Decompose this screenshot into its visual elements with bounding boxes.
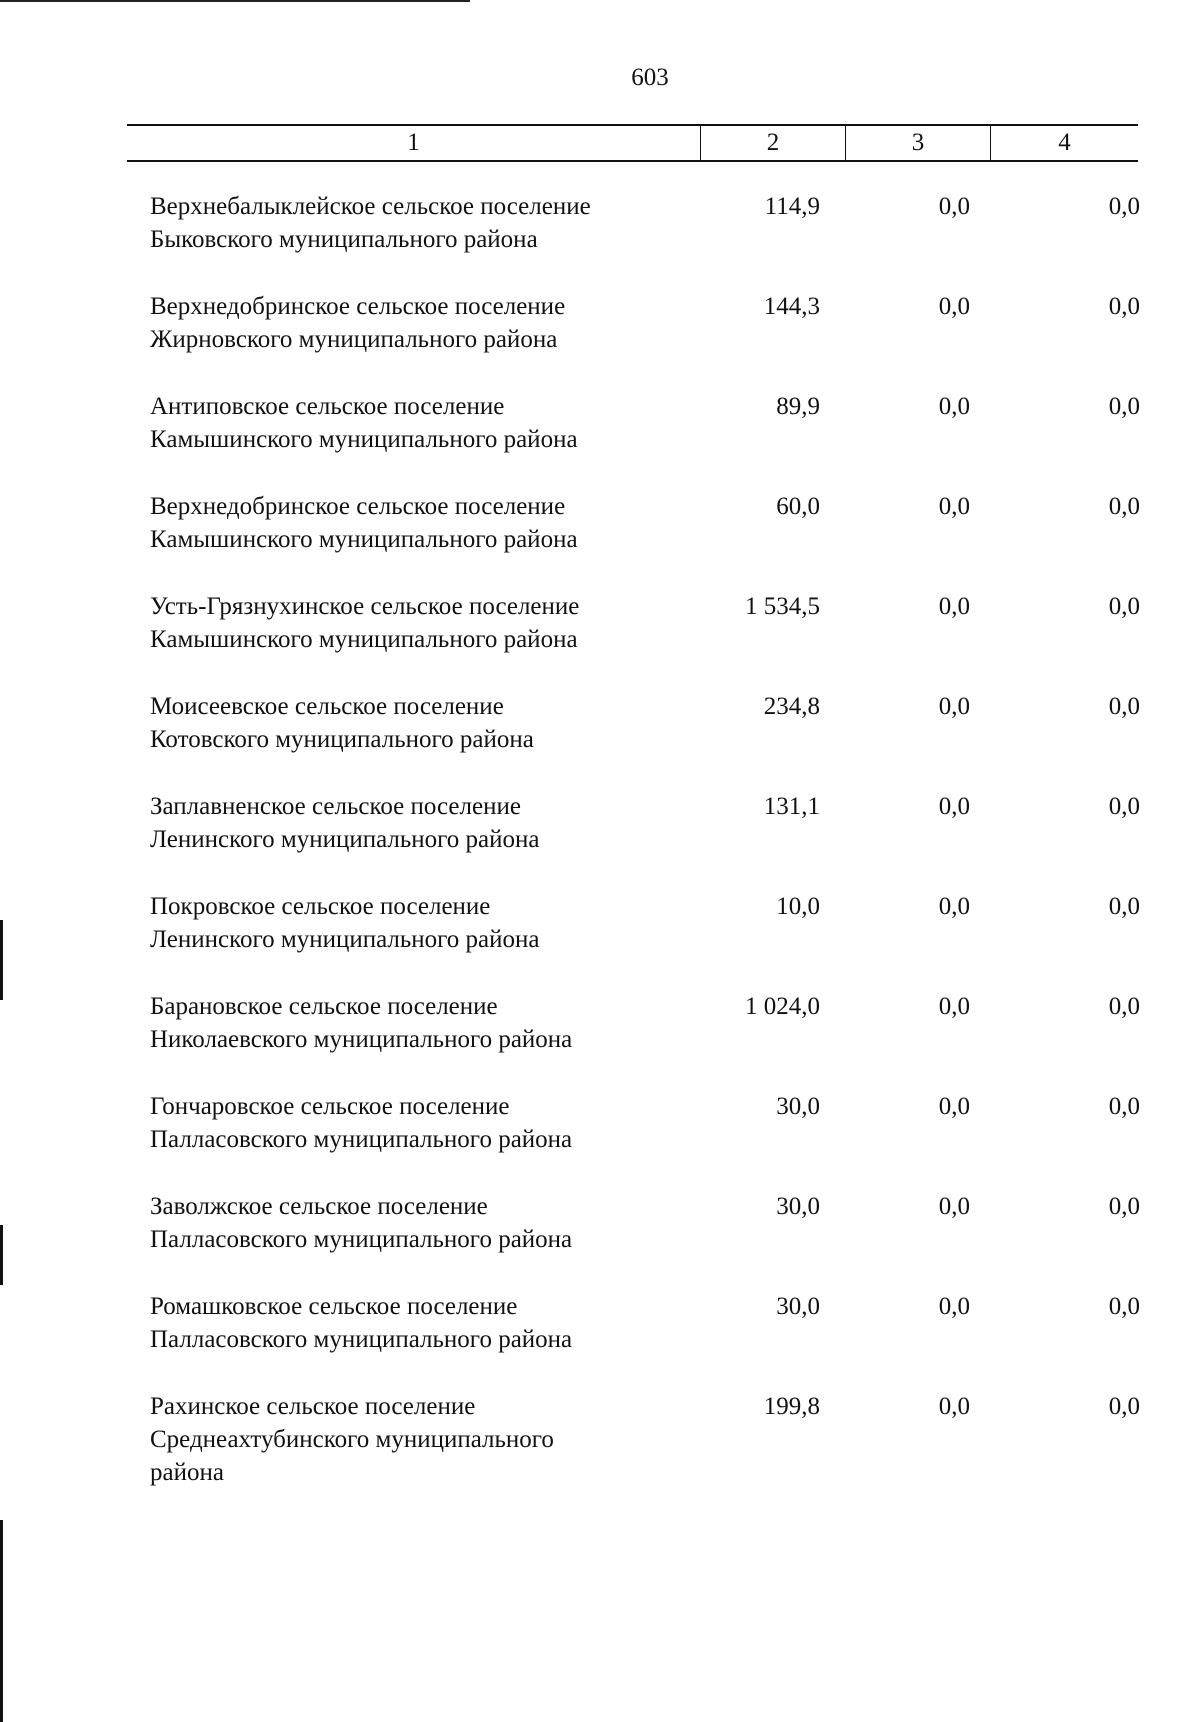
- value-col3: 0,0: [938, 293, 970, 320]
- page-number: 603: [631, 64, 669, 91]
- value-col3: 0,0: [938, 593, 970, 620]
- table-row: [0, 490, 1200, 590]
- value-col2: 10,0: [776, 893, 820, 920]
- value-col2: 114,9: [764, 193, 820, 220]
- table-row: [0, 1290, 1200, 1390]
- table-row: [0, 890, 1200, 990]
- settlement-name: [150, 290, 670, 356]
- settlement-name: [150, 390, 670, 456]
- table-row: [0, 690, 1200, 790]
- value-col3: 0,0: [938, 693, 970, 720]
- table-row: [0, 290, 1200, 390]
- settlement-name-line: Камышинского муниципального района: [150, 526, 578, 553]
- settlement-name-line: Среднеахтубинского муниципального: [150, 1426, 554, 1453]
- header-col-1: 1: [407, 129, 420, 156]
- settlement-name-line: Камышинского муниципального района: [150, 426, 578, 453]
- value-col3: 0,0: [938, 1093, 970, 1120]
- settlement-name-line: Моисеевское сельское поселение: [150, 693, 504, 720]
- settlement-name: [150, 1090, 670, 1156]
- value-col4: 0,0: [1108, 1093, 1140, 1120]
- settlement-name-line: Ленинского муниципального района: [150, 826, 540, 853]
- value-col4: 0,0: [1108, 1193, 1140, 1220]
- settlement-name-line: Рахинское сельское поселение: [150, 1393, 476, 1420]
- value-col3: 0,0: [938, 393, 970, 420]
- table-row: [0, 1090, 1200, 1190]
- table-row: [0, 390, 1200, 490]
- value-col4: 0,0: [1108, 693, 1140, 720]
- header-col-2: 2: [700, 126, 845, 160]
- settlement-name: [150, 790, 670, 856]
- table-row: [0, 790, 1200, 890]
- value-col4: 0,0: [1108, 1393, 1140, 1420]
- header-col-3: 3: [845, 126, 990, 160]
- value-col2: 199,8: [763, 1393, 820, 1420]
- value-col4: 0,0: [1108, 193, 1140, 220]
- settlement-name: [150, 1390, 670, 1489]
- table-row: [0, 1190, 1200, 1290]
- settlement-name-line: района: [150, 1459, 224, 1486]
- value-col2: 234,8: [763, 693, 820, 720]
- value-col2: 60,0: [776, 493, 820, 520]
- value-col2: 30,0: [776, 1093, 820, 1120]
- value-col2: 1 024,0: [745, 993, 820, 1020]
- table-row: [0, 590, 1200, 690]
- settlement-name: [150, 890, 670, 956]
- value-col2: 144,3: [763, 293, 820, 320]
- value-col4: 0,0: [1108, 593, 1140, 620]
- table-row: [0, 990, 1200, 1090]
- settlement-name-line: Жирновского муниципального района: [150, 326, 558, 353]
- value-col4: 0,0: [1108, 393, 1140, 420]
- value-col4: 0,0: [1108, 893, 1140, 920]
- settlement-name: [150, 1290, 670, 1356]
- settlement-name-line: Котовского муниципального района: [150, 726, 534, 753]
- settlement-name-line: Барановское сельское поселение: [150, 993, 498, 1020]
- value-col3: 0,0: [938, 993, 970, 1020]
- value-col4: 0,0: [1108, 793, 1140, 820]
- settlement-name-line: Гончаровское сельское поселение: [150, 1093, 510, 1120]
- table-body: [0, 190, 1200, 1530]
- settlement-name: [150, 1190, 670, 1256]
- settlement-name-line: Заволжское сельское поселение: [150, 1193, 488, 1220]
- value-col2: 131,1: [763, 793, 820, 820]
- value-col3: 0,0: [938, 1193, 970, 1220]
- settlement-name-line: Усть-Грязнухинское сельское поселение: [150, 593, 580, 620]
- value-col4: 0,0: [1108, 493, 1140, 520]
- settlement-name-line: Камышинского муниципального района: [150, 626, 578, 653]
- value-col2: 30,0: [776, 1293, 820, 1320]
- settlement-name: [150, 690, 670, 756]
- value-col4: 0,0: [1108, 1293, 1140, 1320]
- value-col3: 0,0: [938, 893, 970, 920]
- value-col2: 89,9: [776, 393, 820, 420]
- table-row: [0, 1390, 1200, 1530]
- settlement-name-line: Николаевского муниципального района: [150, 1026, 573, 1053]
- settlement-name-line: Палласовского муниципального района: [150, 1326, 573, 1353]
- value-col3: 0,0: [938, 1393, 970, 1420]
- header-col-4: 4: [990, 126, 1138, 160]
- settlement-name-line: Верхнедобринское сельское поселение: [150, 493, 566, 520]
- value-col2: 30,0: [776, 1193, 820, 1220]
- value-col3: 0,0: [938, 193, 970, 220]
- settlement-name: [150, 990, 670, 1056]
- value-col4: 0,0: [1108, 993, 1140, 1020]
- table-row: [0, 190, 1200, 290]
- settlement-name-line: Быковского муниципального района: [150, 226, 538, 253]
- settlement-name-line: Палласовского муниципального района: [150, 1126, 573, 1153]
- value-col3: 0,0: [938, 1293, 970, 1320]
- settlement-name-line: Ромашковское сельское поселение: [150, 1293, 518, 1320]
- settlement-name-line: Антиповское сельское поселение: [150, 393, 505, 420]
- value-col3: 0,0: [938, 793, 970, 820]
- settlement-name-line: Заплавненское сельское поселение: [150, 793, 521, 820]
- settlement-name-line: Верхнебалыклейское сельское поселение: [150, 193, 591, 220]
- value-col2: 1 534,5: [745, 593, 820, 620]
- value-col3: 0,0: [938, 493, 970, 520]
- settlement-name: [150, 490, 670, 556]
- settlement-name-line: Ленинского муниципального района: [150, 926, 540, 953]
- settlement-name-line: Палласовского муниципального района: [150, 1226, 573, 1253]
- settlement-name-line: Покровское сельское поселение: [150, 893, 491, 920]
- settlement-name: [150, 190, 670, 256]
- settlement-name: [150, 590, 670, 656]
- scan-edge-mark: [0, 1520, 3, 1722]
- value-col4: 0,0: [1108, 293, 1140, 320]
- table-header: [127, 124, 1138, 162]
- settlement-name-line: Верхнедобринское сельское поселение: [150, 293, 566, 320]
- scan-edge-line: [0, 0, 470, 2]
